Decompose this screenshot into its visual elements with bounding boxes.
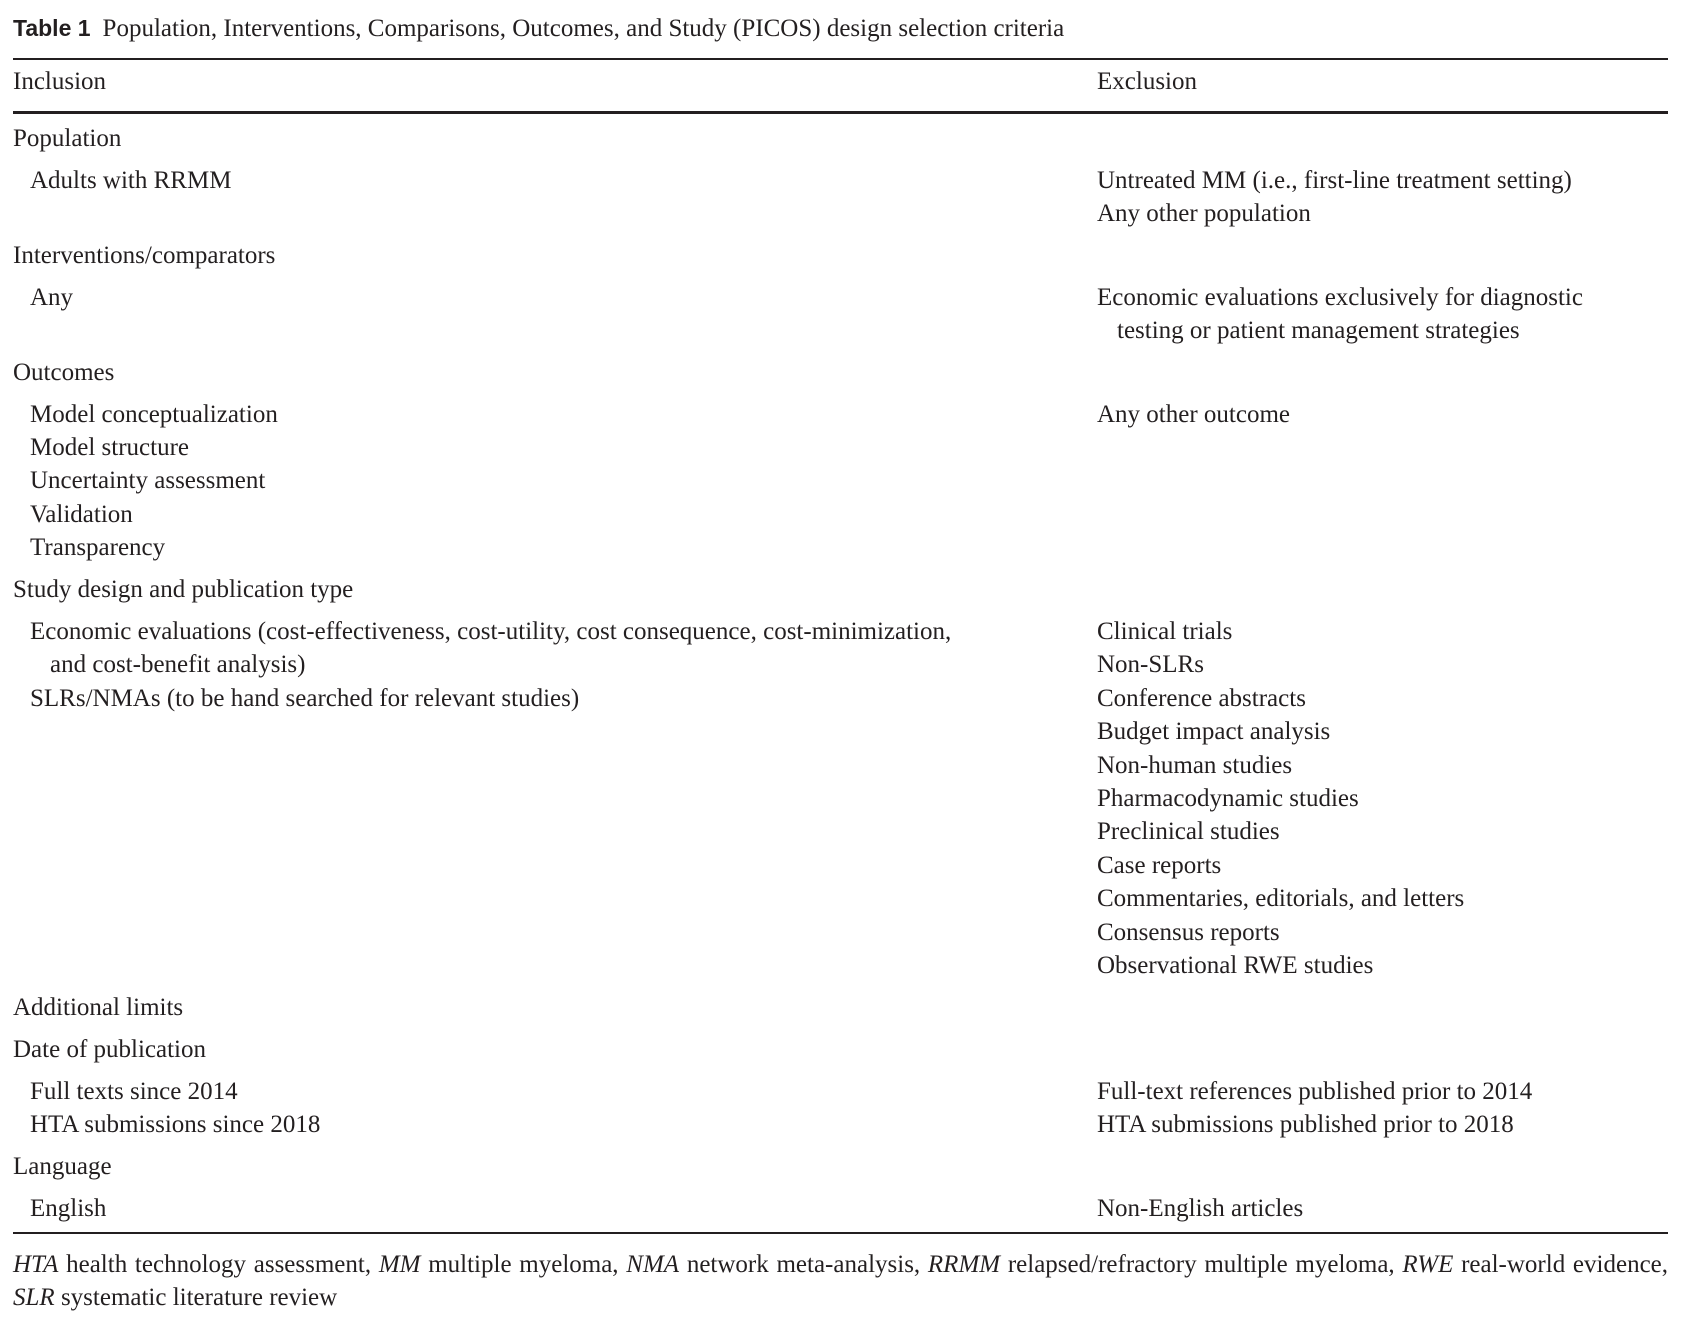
inclusion-item: Full texts since 2014 (30, 1078, 238, 1105)
exclusion-item: Case reports (1097, 852, 1222, 879)
inclusion-item: Model conceptualization (30, 401, 278, 428)
exclusion-item: Pharmacodynamic studies (1097, 785, 1359, 812)
footnote-abbr: NMA (626, 1251, 680, 1278)
top-rule (13, 58, 1668, 60)
section-title-study-design: Study design and publication type (13, 576, 354, 603)
inclusion-item: Uncertainty assessment (30, 467, 266, 494)
footnote-def: relapsed/refractory multiple myeloma, (1007, 1251, 1395, 1278)
inclusion-item: Model structure (30, 434, 189, 461)
footnote-def: real-world evidence, (1461, 1251, 1669, 1278)
inclusion-item: Any (30, 284, 74, 311)
footnote-abbr: RWE (1402, 1251, 1454, 1278)
exclusion-item: Conference abstracts (1097, 685, 1306, 712)
table-footnote (13, 1248, 1668, 1314)
inclusion-item: Transparency (30, 534, 166, 561)
exclusion-item: Non-SLRs (1097, 651, 1204, 678)
exclusion-item-continuation: testing or patient management strategies (1117, 317, 1520, 344)
footnote-abbr: HTA (13, 1251, 59, 1278)
exclusion-item: Clinical trials (1097, 618, 1233, 645)
section-title-population: Population (13, 125, 122, 152)
exclusion-item: Preclinical studies (1097, 818, 1280, 845)
footnote-def: network meta-analysis, (686, 1251, 921, 1278)
exclusion-item: Any other outcome (1097, 401, 1291, 428)
exclusion-item: Untreated MM (i.e., first-line treatment setting) (1097, 167, 1572, 194)
footnote-abbr: SLR (13, 1284, 55, 1311)
section-title-outcomes: Outcomes (13, 359, 115, 386)
footnote-def: multiple myeloma, (428, 1251, 619, 1278)
exclusion-item: Full-text references published prior to 2014 (1097, 1078, 1533, 1105)
table-title: Population, Interventions, Comparisons, Outcomes, and Study (PICOS) design selection criteria (102, 15, 1065, 42)
inclusion-item: SLRs/NMAs (to be hand searched for relevant studies) (30, 685, 580, 712)
table-label: Table 1 (13, 15, 91, 41)
inclusion-item: Validation (30, 501, 133, 528)
exclusion-item: Consensus reports (1097, 919, 1280, 946)
header-rule (13, 111, 1668, 114)
exclusion-item: Non-human studies (1097, 752, 1293, 779)
exclusion-item: Any other population (1097, 200, 1311, 227)
exclusion-item: HTA submissions published prior to 2018 (1097, 1111, 1514, 1138)
exclusion-item: Non-English articles (1097, 1195, 1304, 1222)
section-title-interventions: Interventions/comparators (13, 242, 276, 269)
footnote-abbr: RRMM (927, 1251, 1001, 1278)
footnote-def: health technology assessment, (66, 1251, 372, 1278)
inclusion-column-header: Inclusion (13, 68, 107, 95)
footnote-def: systematic literature review (60, 1284, 338, 1311)
footnote-abbr: MM (378, 1251, 421, 1278)
inclusion-item: Adults with RRMM (30, 167, 232, 194)
bottom-rule (13, 1232, 1668, 1234)
exclusion-item: Economic evaluations exclusively for diagnostic (1097, 284, 1583, 311)
inclusion-item: HTA submissions since 2018 (30, 1111, 321, 1138)
table-caption (13, 12, 1064, 45)
exclusion-item: Observational RWE studies (1097, 952, 1374, 979)
section-title-language: Language (13, 1153, 112, 1180)
exclusion-item: Budget impact analysis (1097, 718, 1331, 745)
inclusion-item-continuation: and cost-benefit analysis) (50, 651, 306, 678)
section-title-date-of-publication: Date of publication (13, 1036, 206, 1063)
inclusion-item: Economic evaluations (cost-effectiveness, cost-utility, cost consequence, cost-minimization, (30, 618, 952, 645)
exclusion-item: Commentaries, editorials, and letters (1097, 885, 1465, 912)
exclusion-column-header: Exclusion (1097, 68, 1197, 95)
section-title-additional-limits: Additional limits (13, 994, 184, 1021)
inclusion-item: English (30, 1195, 107, 1222)
